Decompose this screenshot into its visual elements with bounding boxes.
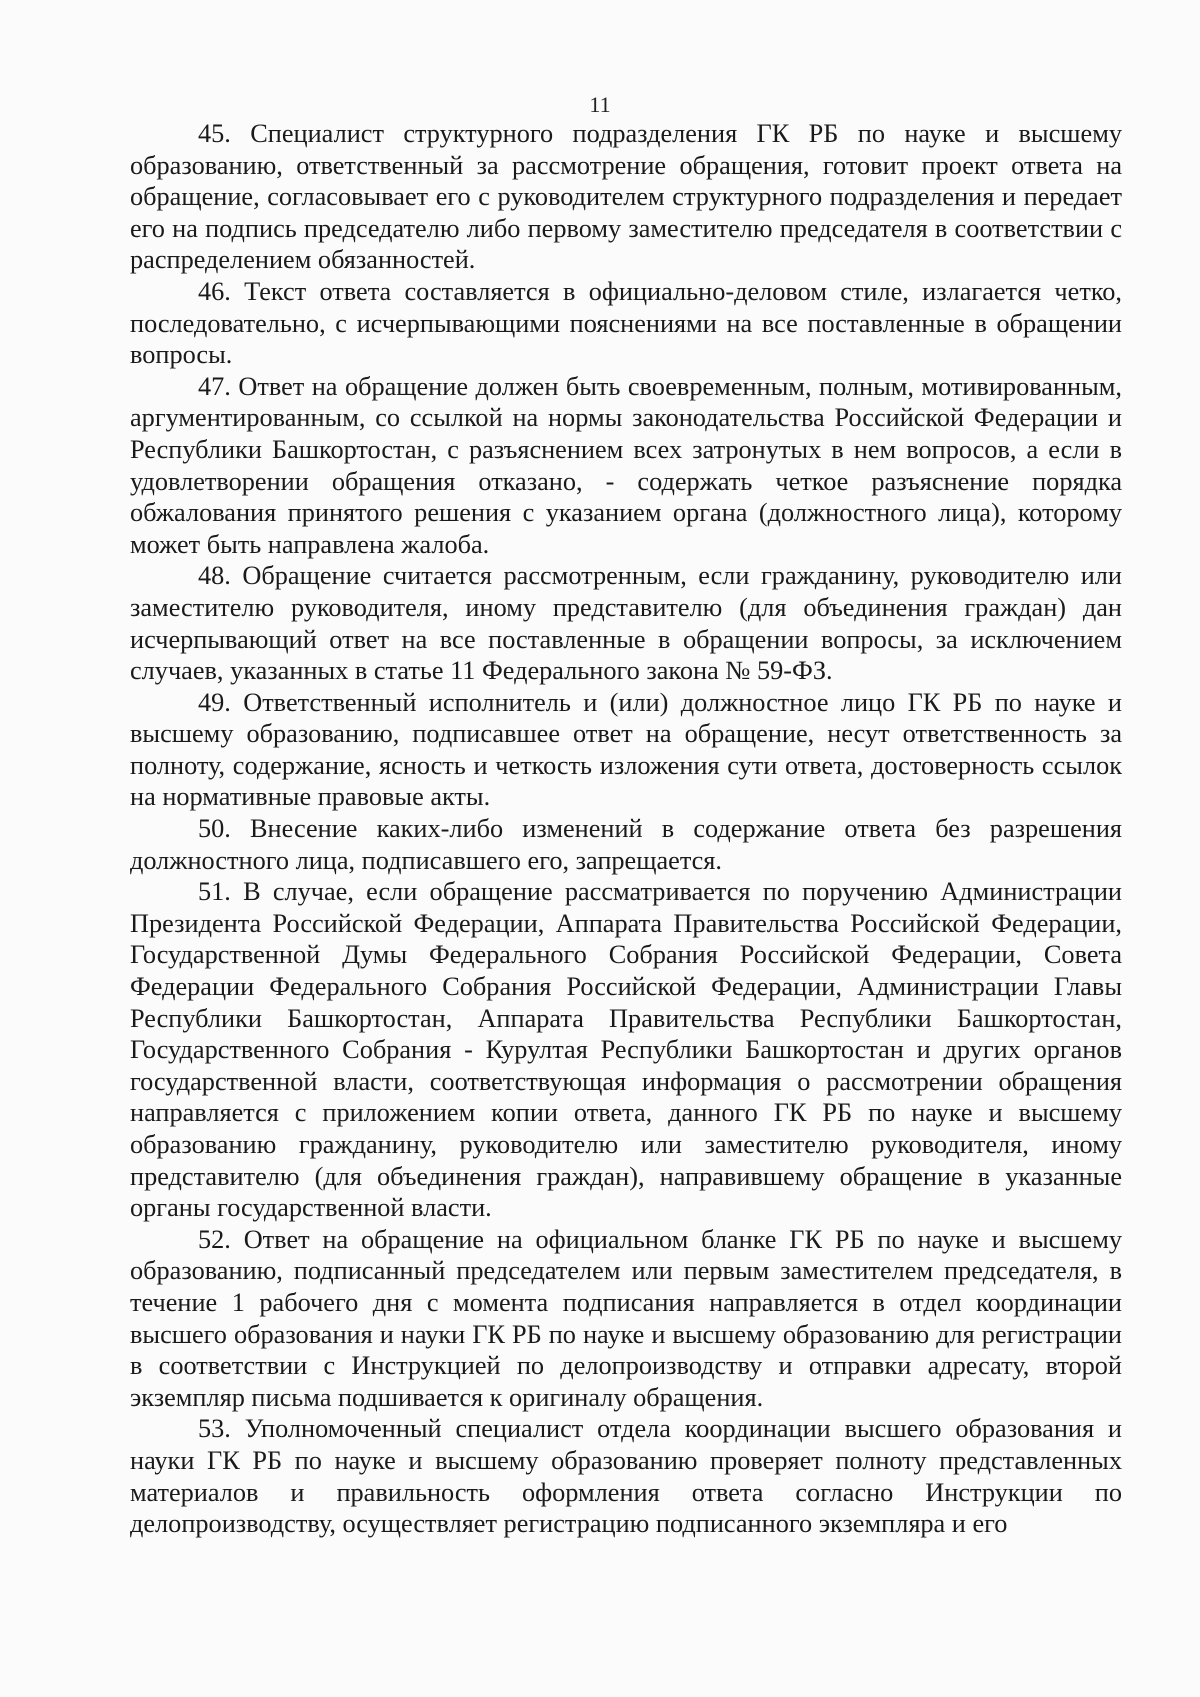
paragraph-47: 47. Ответ на обращение должен быть своевременным, полным, мотивированным, аргументированным, со ссылкой на нормы законодательства Российской Федерации и Республики Башкортостан, с разъяснением всех затронутых в нем вопросов, а если в удовлетворении обращения отказано, - содержать четкое разъяснение порядка обжалования принятого решения с указанием органа (должностного лица), которому может быть направлена жалоба.	[130, 371, 1122, 559]
paragraph-52: 52. Ответ на обращение на официальном бланке ГК РБ по науке и высшему образованию, подписанный председателем или первым заместителем председателя, в течение 1 рабочего дня с момента подписания направляется в отдел координации высшего образования и науки ГК РБ по науке и высшему образованию для регистрации в соответствии с Инструкцией по делопроизводству и отправки адресату, второй экземпляр письма подшивается к оригиналу обращения.	[130, 1224, 1122, 1412]
paragraph-50: 50. Внесение каких-либо изменений в содержание ответа без разрешения должностного лица, подписавшего его, запрещается.	[130, 814, 1122, 875]
page-number: 11	[589, 92, 611, 117]
paragraph-48: 48. Обращение считается рассмотренным, если гражданину, руководителю или заместителю руководителя, иному представителю (для объединения граждан) дан исчерпывающий ответ на все поставленные в обращении вопросы, за исключением случаев, указанных в статье 11 Федерального закона № 59-ФЗ.	[130, 561, 1122, 686]
paragraph-46: 46. Текст ответа составляется в официально-деловом стиле, излагается четко, последовательно, с исчерпывающими пояснениями на все поставленные в обращении вопросы.	[130, 276, 1122, 370]
document-body	[130, 118, 1122, 1540]
paragraph-53: 53. Уполномоченный специалист отдела координации высшего образования и науки ГК РБ по науке и высшему образованию проверяет полноту представленных материалов и правильность оформления ответа согласно Инструкции по делопроизводству, осуществляет регистрацию подписанного экземпляра и его	[130, 1414, 1122, 1539]
paragraph-45: 45. Специалист структурного подразделения ГК РБ по науке и высшему образованию, ответственный за рассмотрение обращения, готовит проект ответа на обращение, согласовывает его с руководителем структурного подразделения и передает его на подпись председателю либо первому заместителю председателя в соответствии с распределением обязанностей.	[130, 119, 1122, 275]
paragraph-49: 49. Ответственный исполнитель и (или) должностное лицо ГК РБ по науке и высшему образованию, подписавшее ответ на обращение, несут ответственность за полноту, содержание, ясность и четкость изложения сути ответа, достоверность ссылок на нормативные правовые акты.	[130, 687, 1122, 812]
paragraph-51: 51. В случае, если обращение рассматривается по поручению Администрации Президента Российской Федерации, Аппарата Правительства Российской Федерации, Государственной Думы Федерального Собрания Российской Федерации, Совета Федерации Федерального Собрания Российской Федерации, Администрации Главы Республики Башкортостан, Аппарата Правительства Республики Башкортостан, Государственного Собрания - Курултая Республики Башкортостан и других органов государственной власти, соответствующая информация о рассмотрении обращения направляется с приложением копии ответа, данного ГК РБ по науке и высшему образованию гражданину, руководителю или заместителю руководителя, иному представителю (для объединения граждан), направившему обращение в указанные органы государственной власти.	[130, 877, 1122, 1223]
